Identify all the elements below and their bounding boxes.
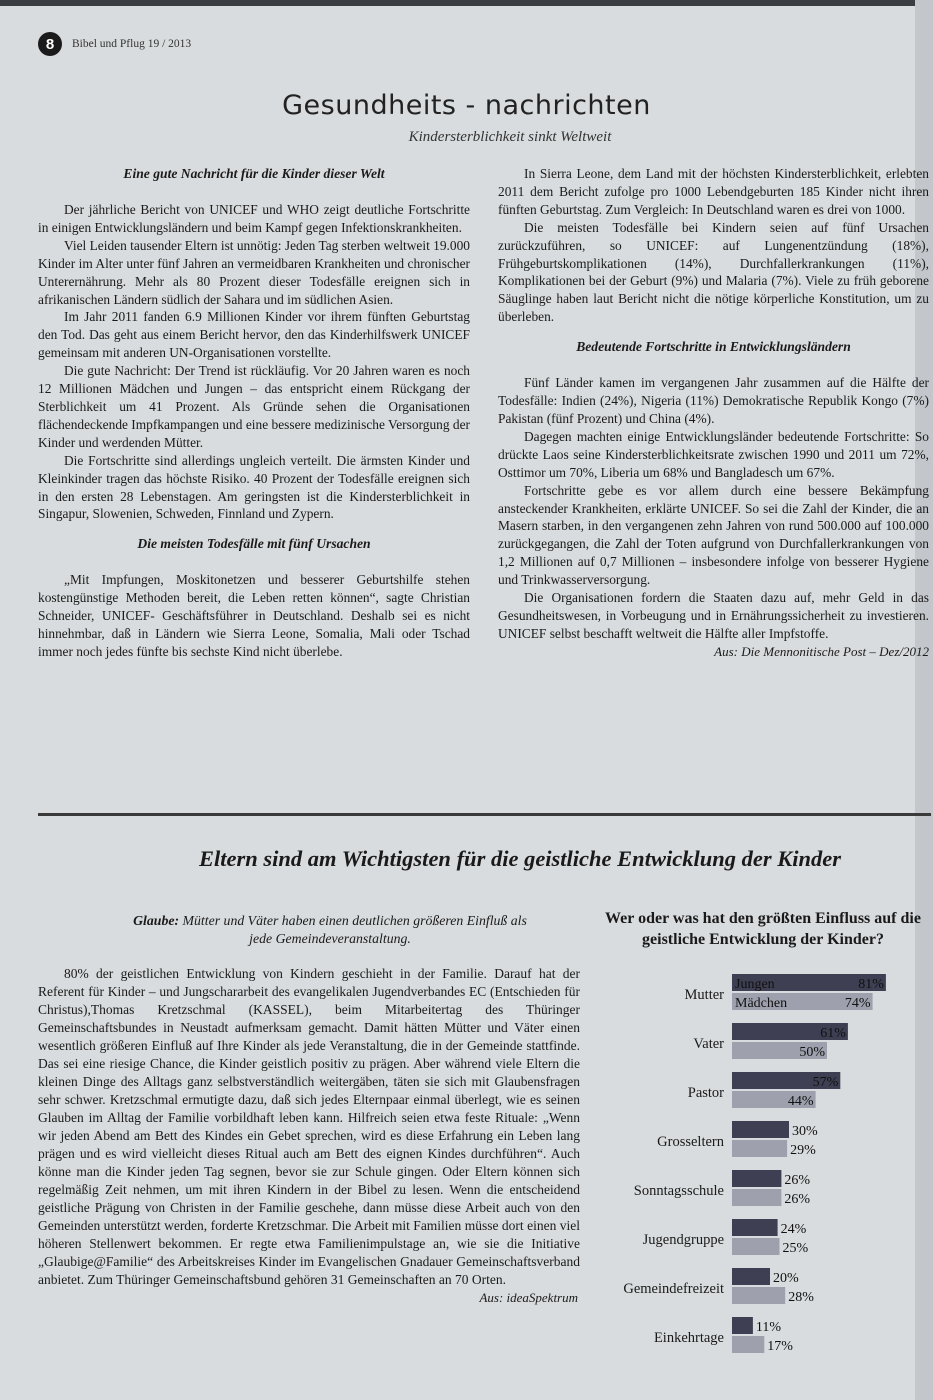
section-divider: [38, 813, 931, 816]
series-name-label: Mädchen: [735, 996, 788, 1011]
article1-heading-2: Die meisten Todesfälle mit fünf Ursachen: [137, 536, 371, 552]
data-label: 26%: [784, 1173, 811, 1188]
data-label: 25%: [782, 1241, 809, 1256]
data-label: 44%: [787, 1094, 814, 1109]
bar-jungen: [732, 1317, 753, 1334]
bar-maedchen: [732, 1336, 764, 1353]
category-label: Sonntagsschule: [633, 1183, 724, 1199]
article1-subtitle: Kindersterblichkeit sinkt Weltweit: [408, 129, 612, 145]
influence-bar-chart: [595, 965, 925, 1365]
bar-jungen: [732, 1268, 770, 1285]
article1-title: Gesundheits - nachrichten: [282, 90, 651, 121]
data-label: 81%: [858, 977, 884, 992]
series-name-label: Jungen: [735, 977, 775, 992]
paragraph: Die Fortschritte sind allerdings ungleich verteilt. Die ärmsten Kinder und Kleinkinder tragen das höchste Risiko. 40 Prozent der Todesfälle ereignen sich in den ersten 28 Lebenstagen. Am geringsten ist die Kindersterblichkeit in Singapur, Slowenien, Schweden, Finnland und Zypern.: [38, 452, 470, 522]
bar-maedchen: [732, 1238, 780, 1255]
intro-lead: Glaube:: [133, 913, 180, 928]
category-label: Grosseltern: [657, 1134, 724, 1150]
data-label: 24%: [780, 1222, 807, 1237]
paragraph: Dagegen machten einige Entwicklungsländer bedeutende Fortschritte: So drückte Laos seine Kindersterblichkeitsrate zwischen 1990 und 2011 um 72%, Osttimor um 70%, Liberia um 68% und Bangladesch um 67%.: [498, 428, 929, 480]
paragraph: Viel Leiden tausender Eltern ist unnötig: Jeden Tag sterben weltweit 19.000 Kinder im Alter unter fünf Jahren an vermeidbaren Krankheiten und chronischer Unterernährung. Mehr als 80 Prozent dieser Todesfälle ereignen sich in afrikanischen Ländern südlich der Sahara und im südlichen Asien.: [38, 237, 470, 307]
bar-jungen: [732, 1121, 789, 1138]
paragraph: Im Jahr 2011 fanden 6.9 Millionen Kinder vor ihrem fünften Geburtstag den Tod. Das geht aus einem Bericht hervor, den das Kinderhilfswerk UNICEF gemeinsam mit anderen UN-Organisationen vorstellte.: [38, 309, 470, 361]
category-label: Einkehrtage: [653, 1330, 724, 1346]
article2-source: Aus: ideaSpektrum: [479, 1290, 578, 1305]
page-header: [38, 32, 191, 56]
paragraph: „Mit Impfungen, Moskitonetzen und besserer Geburtshilfe stehen kostengünstige Methoden bereit, die Leben retten können“, sagte Christian Schneider, UNICEF- Geschäftsführer in Deutschland. Deshalb sei es nicht hinnehmbar, daß in Ländern wie Sierra Leone, Somalia, Mali oder Tschad immer noch jedes fünfte bis sechste Kind nicht überlebe.: [38, 572, 470, 659]
article1-heading-3: Bedeutende Fortschritte in Entwicklungsländern: [576, 339, 851, 355]
data-label: 20%: [773, 1271, 799, 1286]
intro-text: Mütter und Väter haben einen deutlichen größeren Einfluß als jede Gemeindeveranstaltung.: [179, 913, 527, 946]
data-label: 57%: [812, 1075, 839, 1090]
paragraph: Die gute Nachricht: Der Trend ist rückläufig. Vor 20 Jahren waren es noch 12 Millionen Mädchen und Jungen – das entspricht einem Rückgang der Sterblichkeit um 41 Prozent. Als Gründe sehen die Organisationen flächendeckende Impfkampangen und eine bessere medizinische Versorgung der Kinder und werdenden Mütter.: [38, 363, 470, 450]
data-label: 50%: [799, 1045, 825, 1060]
bar-maedchen: [732, 1287, 785, 1304]
data-label: 30%: [792, 1124, 818, 1139]
data-label: 61%: [820, 1026, 846, 1041]
bar-jungen: [732, 1219, 778, 1236]
data-label: 26%: [784, 1192, 811, 1207]
paragraph: In Sierra Leone, dem Land mit der höchsten Kindersterblichkeit, erlebten 2011 dem Bericht zufolge pro 1000 Lebendgeburten 185 Kinder nicht ihren fünften Geburtstag. Zum Vergleich: In Deutschland waren es drei von 1000.: [498, 166, 929, 217]
article1-column-left: [38, 165, 470, 661]
bar-maedchen: [732, 1140, 787, 1157]
article1-source: Aus: Die Mennonitische Post – Dez/2012: [714, 643, 929, 659]
page-number: 8: [38, 32, 62, 56]
bar-maedchen: [732, 1189, 781, 1206]
data-label: 11%: [755, 1320, 782, 1335]
paragraph: Fortschritte gebe es vor allem durch eine bessere Bekämpfung ansteckender Krankheiten, erklärte UNICEF. So sei die Zahl der Kinder, die an Masern starben, in den vergangenen zehn Jahren von rund 500.000 auf 100.000 zurückgegangen, die Zahl der Toten aufgrund von Durchfallerkrankungen von 1,2 Millionen auf 0,7 Millionen – insbesondere infolge von besserer Hygiene und Trinkwasserversorgung.: [498, 482, 929, 588]
category-label: Jugendgruppe: [642, 1232, 724, 1248]
running-head: Bibel und Pflug 19 / 2013: [72, 38, 192, 50]
data-label: 74%: [844, 996, 871, 1011]
article2-body: [38, 965, 580, 1307]
bar-jungen: [732, 1170, 781, 1187]
category-label: Vater: [693, 1036, 724, 1052]
data-label: 28%: [788, 1290, 814, 1305]
article2-title: Eltern sind am Wichtigsten für die geistliche Entwicklung der Kinder: [199, 846, 841, 871]
category-label: Mutter: [684, 987, 724, 1003]
article2-intro: [130, 912, 530, 948]
top-edge: [0, 0, 933, 6]
paragraph: 80% der geistlichen Entwicklung von Kindern geschieht in der Familie. Darauf hat der Referent für Kinder – und Jungschararbeit des evangelikalen Jugendverbandes EC (Entschieden für Christus),Thomas Kretzschmal (KASSEL), beim Mitarbeitertag des Thüringer Gemeinschaftsbundes in Neustadt aufmerksam gemacht. Damit hätten Mütter und Väter einen wesentlich größeren Einfluß auf Ihre Kinder als jede Veranstaltung, die in der Gemeinde stattfinde. Das sei eine riesige Chance, die Kinder geistlich positiv zu prägen. Aber während viele Eltern die kleinen Dinge des Alltags ganz selbstverständlich weitergäben, täten sie sich mit Glaubensfragen sehr schwer. Kretzschmal ermutigte dazu, daß sich jedes Elternpaar einmal überlegt, wie es seinen Glauben im Alltag der Familie vorbildhaft leben kann. Hilfreich seien etwa feste Rituale: „Wenn wir jeden Abend am Bett des Kindes ein Gebet sprechen, wird es diese Erfahrung ein Leben lang prägen und es wird vielleicht dieses Ritual auch am Bett des eignen Kindes durchführen“. Auch könne man die Kinder jeden Tag segnen, bevor sie zur Schule gingen. Oder Eltern können sich regelmäßig Zeit nehmen, um mit ihren Kindern in der Bibel zu lesen. Wenn die entscheidend geistliche Prägung von Christen in der Familie geschehe, dann müsse diese Arbeit auch von den Gemeinden unterstützt werden, forderte Kretzschmar. Die Arbeit mit Familien müsse dort einen viel höheren Stellenwert bekommen. Er regte etwa Familienimpulstage an, wie sie die Initiative „Glaubige@Familie“ des Arbeitskreises Kinder im Evangelischen Gnadauer Gemeinschaftsverband anbietet. Zum Thüringer Gemeinschaftsbund gehören 31 Gemeinschaften an 70 Orten.: [38, 966, 580, 1287]
paragraph: Fünf Länder kamen im vergangenen Jahr zusammen auf die Hälfte der Todesfälle: Indien (24%), Nigeria (11%) Demokratische Republik Kongo (7%) Pakistan (fünf Prozent) und China (4%).: [498, 375, 929, 426]
data-label: 29%: [790, 1143, 816, 1158]
article1-heading-1: Eine gute Nachricht für die Kinder dieser Welt: [123, 166, 385, 181]
category-label: Pastor: [687, 1085, 724, 1101]
paragraph: Die Organisationen fordern die Staaten dazu auf, mehr Geld in das Gesundheitswesen, in Vorbeugung und in Ernährungssicherheit zu investieren. UNICEF selbst beschafft weltweit die Hälfte aller Impfstoffe.: [498, 590, 929, 641]
category-label: Gemeindefreizeit: [623, 1281, 724, 1297]
paragraph: Der jährliche Bericht von UNICEF und WHO zeigt deutliche Fortschritte in einigen Entwicklungsländern und beim Kampf gegen Infektionskrankheiten.: [38, 202, 470, 235]
article1-column-right: [498, 165, 929, 661]
chart-title: Wer oder was hat den größten Einfluss auf die geistliche Entwicklung der Kinder?: [605, 910, 921, 948]
data-label: 17%: [767, 1339, 793, 1354]
paragraph: Die meisten Todesfälle bei Kindern seien auf fünf Ursachen zurückzuführen, so UNICEF: auf Lungenentzündung (18%), Frühgeburtskomplikationen (14%), Durchfallerkrankungen (11%), Komplikationen bei der Geburt (9%) und Malaria (7%). Viele zu früh geborene Säuglinge haben laut Bericht nicht die nötige körperliche Konstitution, um zu überleben.: [498, 219, 929, 325]
